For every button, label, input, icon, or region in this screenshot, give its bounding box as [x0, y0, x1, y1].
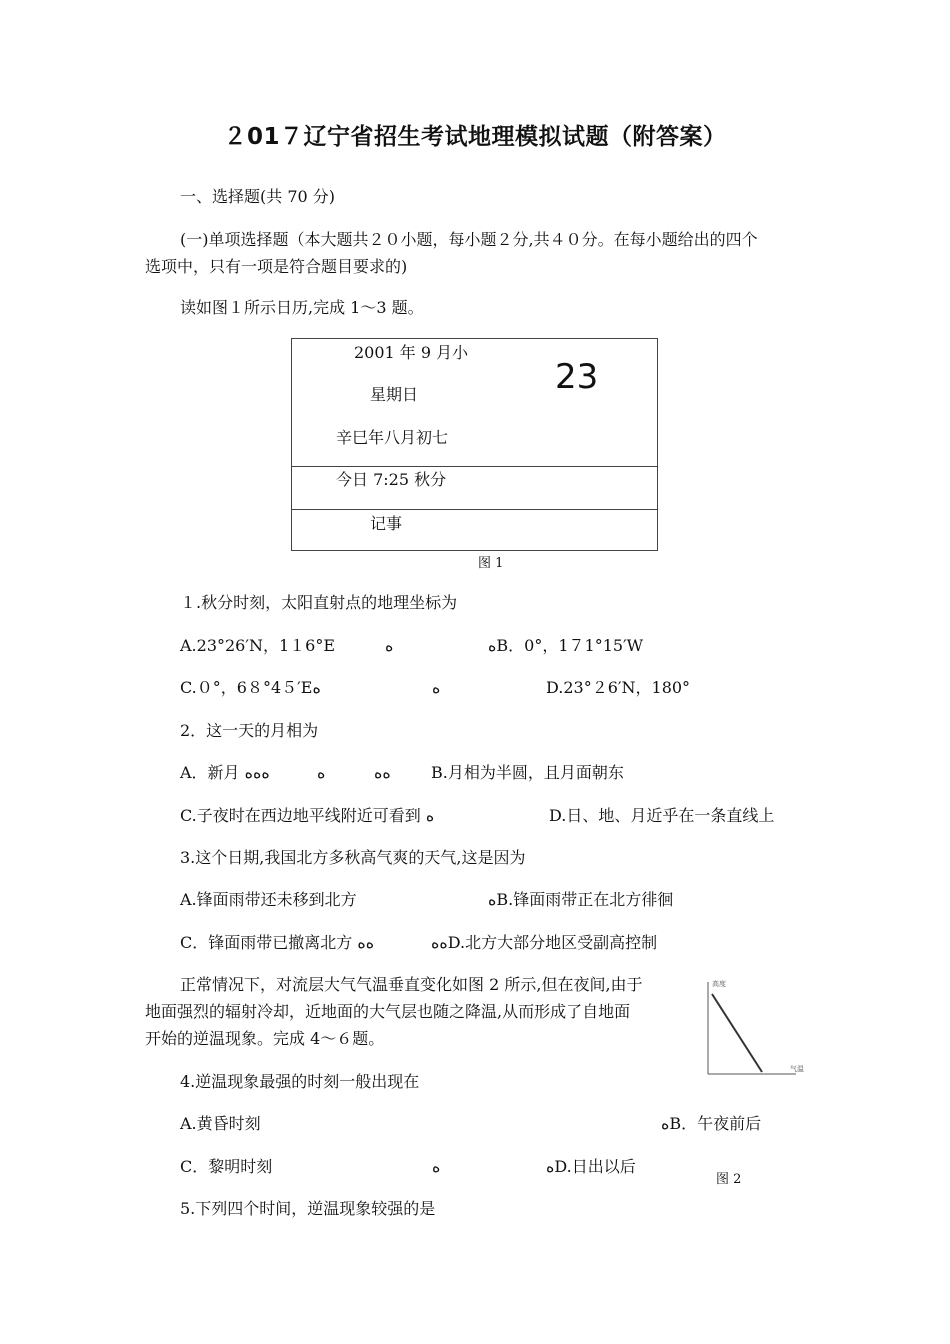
q1-option-d: D.23°２6′N，180°: [546, 678, 691, 697]
page-title: ２01７辽宁省招生考试地理模拟试题（附答案）: [223, 124, 727, 150]
q2-mark: ەە: [374, 763, 391, 782]
x-axis-label: 气温: [790, 1065, 804, 1073]
q4-option-c: C．黎明时刻: [180, 1157, 273, 1176]
q1-mark: ە: [432, 678, 441, 697]
q2-option-d: D.日、地、月近乎在一条直线上: [549, 806, 775, 825]
calendar-divider: [292, 509, 657, 510]
y-axis-label: 高度: [712, 980, 726, 988]
q1-option-c: C.０°，6８°4５′Eە: [180, 678, 321, 697]
q4-stem: 4.逆温现象最强的时刻一般出现在: [180, 1072, 420, 1091]
calendar-today: 今日 7:25 秋分: [336, 470, 447, 489]
calendar-lunar-date: 辛巳年八月初七: [336, 428, 449, 447]
calendar-figure: [291, 338, 658, 551]
calendar-year-month: 2001 年 9 月小: [354, 343, 469, 362]
q3-option-c: C．锋面雨带已撤离北方 ەە: [180, 933, 375, 952]
section-heading: 一、选择题(共 70 分): [180, 187, 336, 206]
fig2-caption: 图 2: [716, 1172, 742, 1187]
q1-option-b: ەB．0°，1７1°15′W: [488, 636, 644, 655]
q4-mark: ە: [432, 1157, 441, 1176]
q2-mark: ە: [317, 763, 326, 782]
q1-stem: １.秋分时刻，太阳直射点的地理坐标为: [180, 593, 458, 612]
fig2-paragraph-line1: 正常情况下，对流层大气气温垂直变化如图 2 所示,但在夜间,由于: [180, 975, 643, 994]
q2-stem: 2．这一天的月相为: [180, 721, 319, 740]
q2-option-a: A．新月 ەەە: [180, 763, 270, 782]
q4-option-d: ەD.日出以后: [546, 1157, 636, 1176]
q1-mark: ە: [385, 636, 394, 655]
q4-option-b: ەB．午夜前后: [661, 1114, 762, 1133]
calendar-day: 23: [555, 357, 599, 397]
section-intro-line2: 选项中，只有一项是符合题目要求的): [145, 257, 408, 276]
q2-option-b: B.月相为半圆，且月面朝东: [431, 763, 624, 782]
read-fig1-instruction: 读如图１所示日历,完成 1～3 题。: [180, 298, 424, 317]
temperature-lapse-line: [712, 994, 762, 1072]
fig2-paragraph-line2: 地面强烈的辐射冷却，近地面的大气层也随之降温,从而形成了自地面: [145, 1002, 631, 1021]
calendar-notes: 记事: [370, 514, 403, 533]
q1-option-a: A.23°26′N，1１6°E: [180, 636, 336, 655]
q3-option-b: ەB.锋面雨带正在北方徘徊: [488, 890, 674, 909]
q3-stem: 3.这个日期,我国北方多秋高气爽的天气,这是因为: [180, 848, 526, 867]
fig1-caption: 图 1: [478, 556, 504, 571]
temperature-height-diagram: [700, 978, 810, 1078]
q3-option-d: ەەD.北方大部分地区受副高控制: [431, 933, 658, 952]
section-intro-line1: (一)单项选择题（本大题共２０小题，每小题２分,共４０分。在每小题给出的四个: [180, 230, 758, 249]
q5-stem: 5.下列四个时间，逆温现象较强的是: [180, 1199, 436, 1218]
q2-option-c: C.子夜时在西边地平线附近可看到 ە: [180, 806, 435, 825]
fig2-paragraph-line3: 开始的逆温现象。完成 4～６题。: [145, 1029, 385, 1048]
q4-option-a: A.黄昏时刻: [180, 1114, 261, 1133]
q3-option-a: A.锋面雨带还未移到北方: [180, 890, 357, 909]
calendar-divider: [292, 466, 657, 467]
calendar-weekday: 星期日: [370, 385, 419, 404]
